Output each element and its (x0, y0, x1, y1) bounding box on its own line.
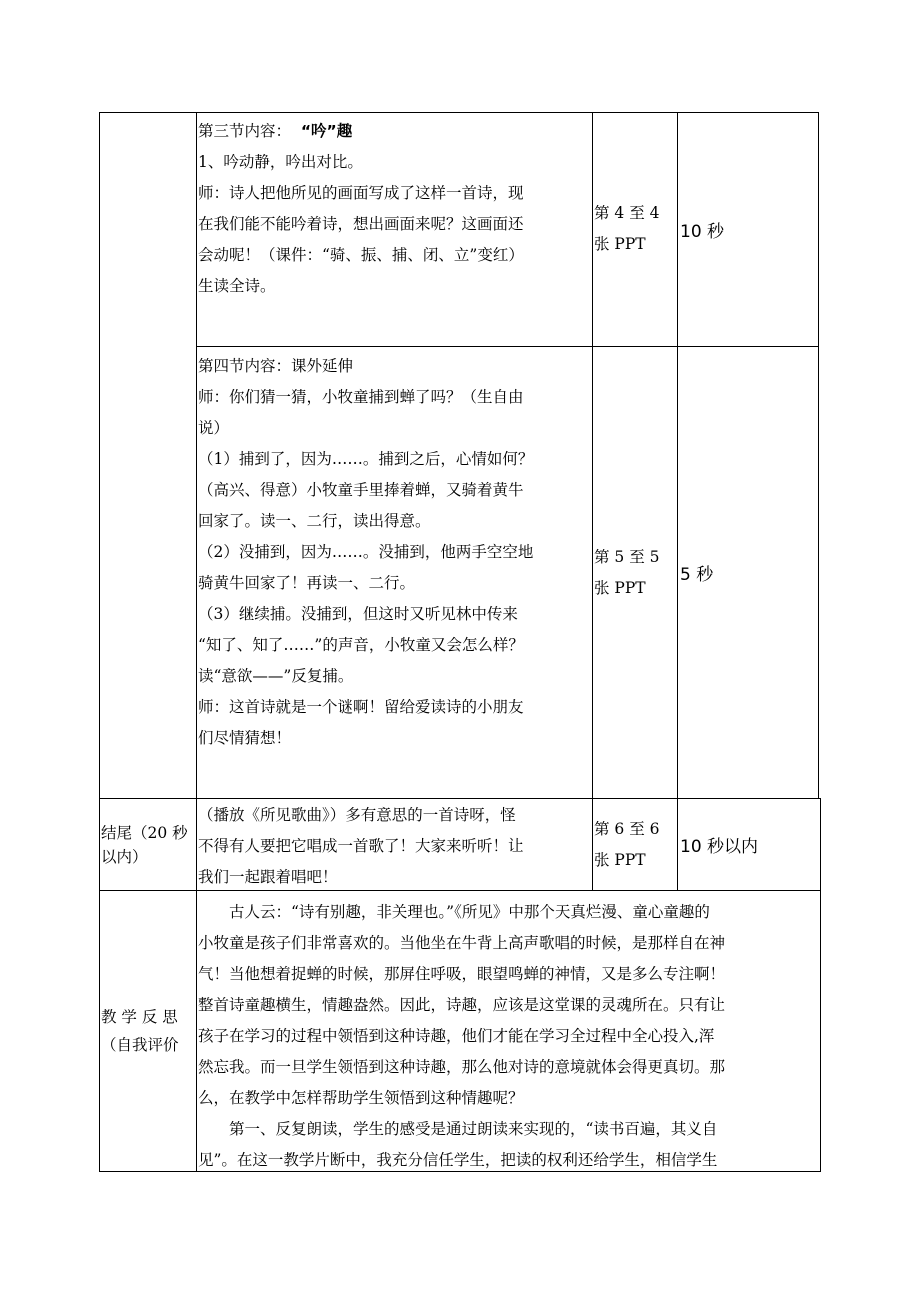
section4-slides-unit: 张 PPT (594, 578, 646, 597)
section3-heading-key: “吟”趣 (300, 122, 353, 140)
reflection-line: 小牧童是孩子们非常喜欢的。当他坐在牛背上高声歌唱的时候，是那样自在神 (198, 934, 726, 952)
ending-label-line: 结尾（20 秒 (101, 823, 188, 842)
section4-line: （2）没捕到，因为……。没捕到，他两手空空地 (198, 543, 534, 561)
section4-line: （高兴、得意）小牧童手里捧着蝉，又骑着黄牛 (198, 481, 524, 499)
reflection-line: 见”。在这一教学片断中，我充分信任学生，把读的权利还给学生，相信学生 (198, 1151, 718, 1169)
reflection-line: 古人云：“诗有别趣，非关理也。”《所见》中那个天真烂漫、童心童趣的 (229, 903, 710, 921)
ending-slides-unit: 张 PPT (594, 850, 646, 869)
section4-line: 们尽情猜想！ (198, 729, 292, 747)
section4-line: 骑黄牛回家了！再读一、二行。 (198, 574, 416, 592)
section3-line: 在我们能不能吟着诗，想出画面来呢？这画面还 (198, 215, 524, 233)
ending-content-cell (198, 800, 590, 893)
section3-time-cell (680, 112, 816, 346)
section4-slides-range: 第 5 至 5 (594, 547, 660, 566)
section3-line: 师：诗人把他所见的画面写成了这样一首诗，现 (198, 184, 524, 202)
section4-slides-cell (594, 347, 676, 798)
ending-label-cell (101, 799, 196, 890)
reflection-content-cell (198, 897, 818, 1176)
ending-line: （播放《所见歌曲》）多有意思的一首诗呀，怪 (198, 806, 516, 824)
ending-slides-range: 第 6 至 6 (594, 819, 660, 838)
reflection-line: 么，在教学中怎样帮助学生领悟到这种情趣呢？ (198, 1089, 524, 1107)
column-divider-2 (592, 112, 593, 890)
section4-line: 读“意欲——”反复捕。 (198, 667, 354, 685)
reflection-line: 整首诗童趣横生，情趣盎然。因此，诗趣，应该是这堂课的灵魂所在。只有让 (198, 996, 726, 1014)
section4-time-cell (680, 347, 816, 798)
section3-line: 生读全诗。 (198, 277, 276, 295)
ending-time: 10 秒以内 (680, 837, 759, 857)
section4-line: 师：这首诗就是一个谜啊！留给爱读诗的小朋友 (198, 698, 524, 716)
ending-slides-cell (594, 799, 676, 890)
table-border-right-lower (820, 798, 821, 1172)
section4-line: 说） (198, 419, 230, 437)
section3-slides-cell (594, 112, 676, 346)
ending-time-cell (680, 799, 818, 890)
section4-time: 5 秒 (680, 565, 714, 585)
reflection-label-line: 教 学 反 思 (101, 1008, 178, 1026)
section3-line: 会动呢！（课件：“骑、振、捕、闭、立”变红） (198, 246, 524, 264)
section4-line: 师：你们猜一猜，小牧童捕到蝉了吗？（生自由 (198, 388, 524, 406)
table-border-left (99, 112, 100, 1172)
section3-slides-range: 第 4 至 4 (594, 204, 660, 222)
section3-heading (198, 116, 590, 147)
section4-content-cell (198, 351, 590, 754)
section3-heading-prefix: 第三节内容： (198, 122, 292, 140)
reflection-line: 孩子在学习的过程中领悟到这种诗趣，他们才能在学习全过程中全心投入,浑 (198, 1027, 715, 1045)
section4-line: 回家了。读一、二行，读出得意。 (198, 512, 431, 530)
section3-time: 10 秒 (680, 221, 725, 242)
ending-label-line: 以内） (101, 847, 148, 866)
column-divider-3 (677, 112, 678, 890)
reflection-line: 第一、反复朗读，学生的感受是通过朗读来实现的，“读书百遍，其义自 (229, 1120, 718, 1138)
section3-line: 1、吟动静，吟出对比。 (198, 153, 363, 171)
section4-line: （1）捕到了，因为……。捕到之后，心情如何？ (198, 450, 534, 468)
ending-line: 我们一起跟着唱吧！ (198, 868, 338, 886)
ending-line: 不得有人要把它唱成一首歌了！大家来听听！让 (198, 837, 524, 855)
section3-content-cell (198, 116, 590, 302)
column-divider-1 (196, 112, 197, 1172)
section4-line: “知了、知了……”的声音，小牧童又会怎么样？ (198, 636, 524, 654)
section3-slides-unit: 张 PPT (594, 235, 646, 253)
reflection-line: 气！当他想着捉蝉的时候，那屏住呼吸，眼望鸣蝉的神情，又是多么专注啊！ (198, 965, 726, 983)
section4-line: （3）继续捕。没捕到，但这时又听见林中传来 (198, 605, 518, 623)
reflection-label-line: （自我评价 (101, 1036, 179, 1054)
reflection-label-cell (101, 891, 196, 1171)
section4-heading: 第四节内容：课外延伸 (198, 357, 354, 375)
table-border-right-upper (818, 112, 819, 798)
reflection-line: 然忘我。而一旦学生领悟到这种诗趣，那么他对诗的意境就体会得更真切。那 (198, 1058, 726, 1076)
